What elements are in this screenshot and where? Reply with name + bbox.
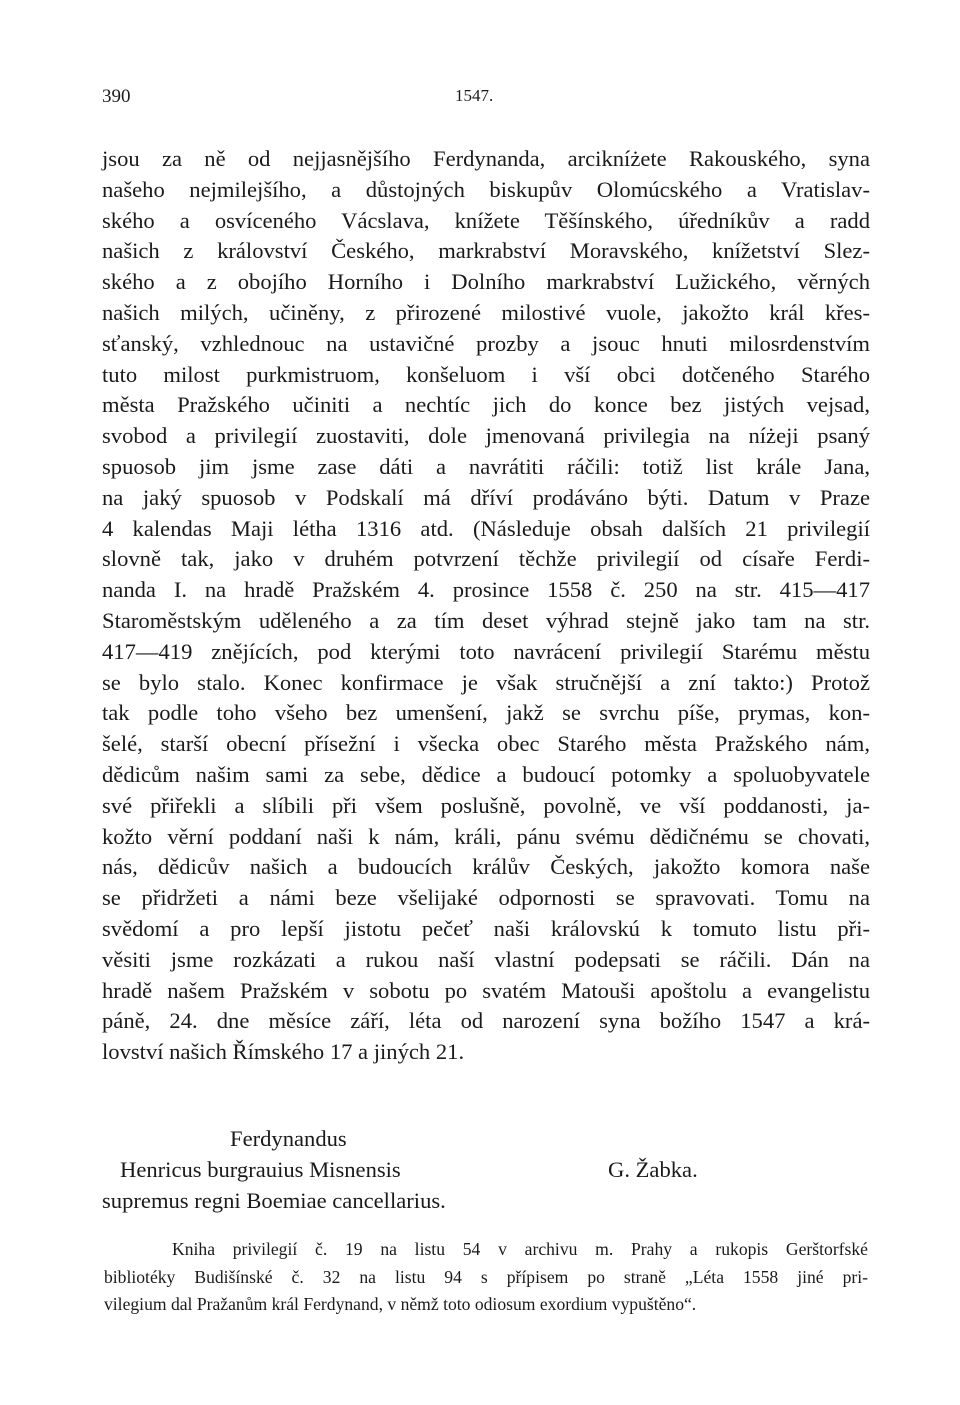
footnote-line: Kniha privilegií č. 19 na listu 54 v archivu m. Prahy a rukopis Gerštorfské	[172, 1239, 868, 1259]
body-line: spuosob jim jsme zase dáti a navrátiti ráčili: totiž list krále Jana,	[102, 453, 870, 479]
signature-secretary: G. Žabka.	[608, 1157, 698, 1182]
body-paragraph	[102, 144, 870, 1068]
year-heading: 1547.	[455, 86, 494, 105]
body-line: slovně tak, jako v druhém potvrzení těchže privilegií od císaře Ferdi-	[102, 546, 870, 572]
body-line: nás, dědicův našich a budoucích králův Českých, jakožto komora naše	[102, 854, 870, 880]
footnote-line: bibliotéky Budišínské č. 32 na listu 94 s přípisem po straně „Léta 1558 jiné pri-	[104, 1266, 868, 1287]
body-line: ského a z obojího Horního i Dolního markrabství Lužického, věrných	[102, 269, 870, 295]
body-line: věsiti jsme rozkázati a rukou naší vlastní podepsati se ráčili. Dán na	[102, 946, 870, 972]
body-line: na jaký spuosob v Podskalí má dříví prodáváno býti. Datum v Praze	[102, 484, 870, 510]
signature-chancellor-name: Henricus burgrauius Misnensis	[120, 1157, 401, 1182]
body-line: 4 kalendas Maji létha 1316 atd. (Následuje obsah dalších 21 privilegií	[102, 515, 870, 541]
body-line: jsou za ně od nejjasnějšího Ferdynanda, arcikníżete Rakouského, syna	[102, 146, 870, 171]
body-line: našich milých, učiněny, z přirozené milostivé vuole, jakožto král křes-	[102, 299, 870, 325]
signature-block	[102, 1124, 870, 1220]
body-line: hradě našem Pražském v sobotu po svatém Matouši apoštolu a evangelistu	[102, 977, 870, 1003]
body-line: šelé, starší obecní přísežní i všecka obec Starého města Pražského nám,	[102, 731, 870, 757]
body-line: dědicům našim sami za sebe, dědice a budoucí potomky a spoluobyvatele	[102, 761, 870, 787]
body-line: tak podle toho všeho bez umenšení, jakž se svrchu píše, prymas, kon-	[102, 700, 870, 726]
body-line: Staroměstským uděleného a za tím deset výhrad stejně jako tam na str.	[102, 607, 870, 633]
body-line: se přidržeti a námi beze všelijaké odpornosti se spravovati. Tomu na	[102, 885, 870, 911]
body-line: nanda I. na hradě Pražském 4. prosince 1558 č. 250 na str. 415—417	[102, 577, 870, 603]
footnote-line: vilegium dal Pražanům král Ferdynand, v němž toto odiosum exordium vypuštěno“.	[104, 1294, 697, 1314]
body-line: svobod a privilegií zuostaviti, dole jmenovaná privilegia na níżeji psaný	[102, 423, 870, 449]
body-line: páně, 24. dne měsíce září, léta od narození syna božího 1547 a krá-	[102, 1008, 870, 1034]
body-line: ského a osvíceného Vácslava, knížete Těšínského, úředníkův a radd	[102, 207, 870, 233]
page-number: 390	[102, 86, 131, 107]
body-line: našeho nejmilejšího, a důstojných biskupův Olomúcského a Vratislav-	[102, 176, 870, 202]
body-line: tuto milost purkmistruom, konšeluom i vší obci dotčeného Starého	[102, 361, 870, 387]
body-line: své přiřekli a slíbili při všem poslušně, povolně, ve vší poddanosti, ja-	[102, 792, 870, 818]
body-line: našich z království Českého, markrabství Moravského, knížetství Slez-	[102, 238, 870, 264]
body-line: se bylo stalo. Konec konfirmace je však stručnější a zní takto:) Protož	[102, 669, 870, 695]
body-line: města Pražského učiniti a nechtíc jich do konce bez jistých vejsad,	[102, 392, 870, 418]
body-line: svědomí a pro lepší jistotu pečeť naši královskú k tomuto listu při-	[102, 915, 870, 941]
signature-chancellor-title: supremus regni Boemiae cancellarius.	[102, 1188, 446, 1213]
running-head	[102, 86, 862, 116]
signature-ruler: Ferdynandus	[230, 1126, 347, 1151]
source-footnote	[104, 1236, 868, 1319]
body-line: sťanský, vzhlednouc na ustavičné prozby a jsouc hnuti milosrdenstvím	[102, 330, 870, 356]
body-line: 417—419 znějících, pod kterými toto navrácení privilegií Starému městu	[102, 638, 870, 664]
body-line: kožto věrní poddaní naši k nám, králi, pánu svému dědičnému se chovati,	[102, 823, 870, 849]
body-line: lovství našich Římského 17 a jiných 21.	[102, 1039, 465, 1065]
